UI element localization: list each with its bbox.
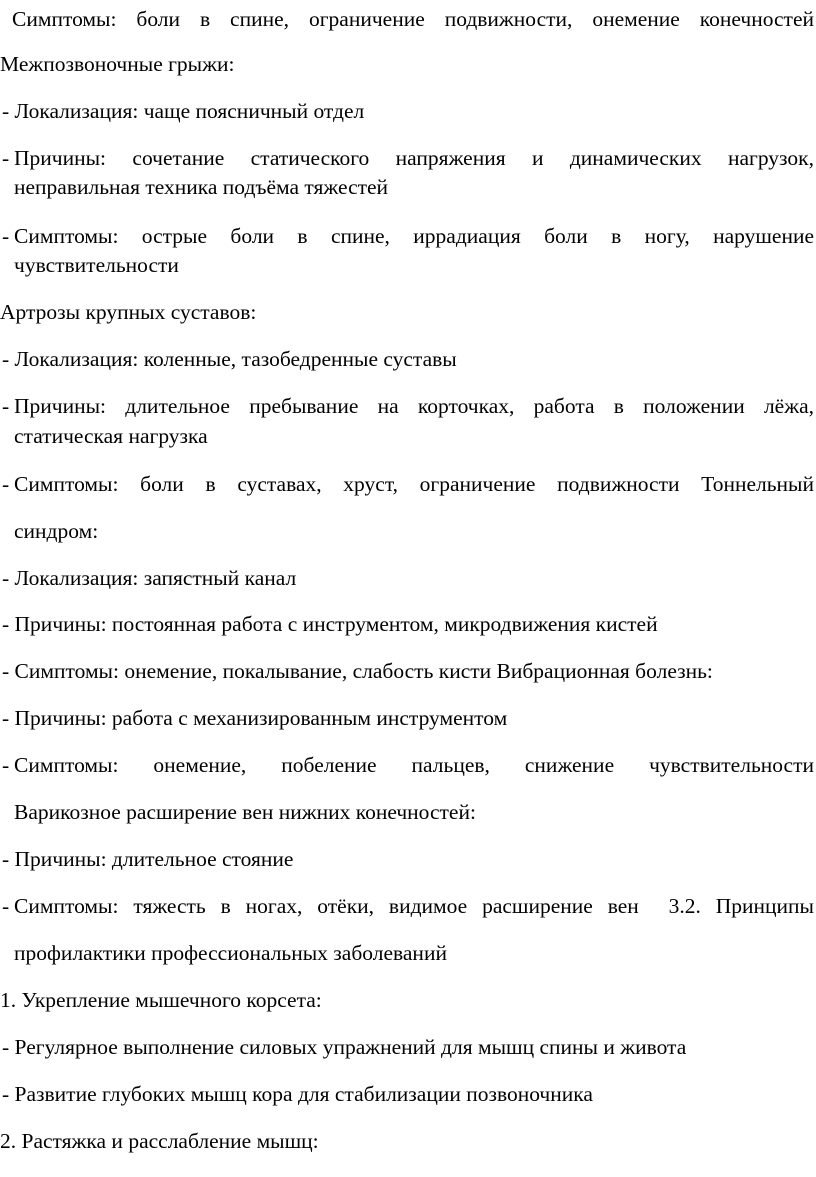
list-dash: -	[2, 224, 10, 248]
list-item-continuation: профилактики профессиональных заболеваний	[14, 941, 447, 965]
list-dash: -	[2, 394, 10, 418]
list-dash: -	[2, 146, 10, 170]
list-item: - Симптомы: онемение, покалывание, слабость кисти Вибрационная болезнь:	[2, 659, 713, 683]
list-item: - Развитие глубоких мышц кора для стабилизации позвоночника	[2, 1082, 593, 1106]
list-item-continuation: чувствительности	[14, 253, 179, 277]
list-item: Причины: длительное пребывание на корточках, работа в положении лёжа,	[14, 394, 814, 418]
text-line: Симптомы: боли в спине, ограничение подвижности, онемение конечностей	[12, 7, 814, 31]
list-item: - Локализация: чаще поясничный отдел	[2, 99, 365, 123]
list-item: - Причины: длительное стояние	[2, 847, 294, 871]
list-item: Причины: сочетание статического напряжения и динамических нагрузок,	[14, 146, 814, 170]
list-item: Симптомы: тяжесть в ногах, отёки, видимое расширение вен 3.2. Принципы	[14, 894, 814, 918]
section-heading: Артрозы крупных суставов:	[0, 300, 257, 324]
list-item-continuation: статическая нагрузка	[14, 424, 208, 448]
section-heading: Межпозвоночные грыжи:	[0, 52, 235, 76]
list-item-continuation: синдром:	[14, 519, 99, 543]
list-item-continuation: неправильная техника подъёма тяжестей	[14, 175, 389, 199]
list-dash: -	[2, 894, 10, 918]
list-dash: -	[2, 753, 10, 777]
list-item: Симптомы: боли в суставах, хруст, ограничение подвижности Тоннельный	[14, 472, 814, 496]
list-item: - Регулярное выполнение силовых упражнений для мышц спины и живота	[2, 1035, 687, 1059]
list-item: Симптомы: онемение, побеление пальцев, снижение чувствительности	[14, 753, 814, 777]
list-item-continuation: Варикозное расширение вен нижних конечностей:	[14, 800, 476, 824]
list-item: - Локализация: коленные, тазобедренные суставы	[2, 347, 457, 371]
list-item: Симптомы: острые боли в спине, иррадиация боли в ногу, нарушение	[14, 224, 814, 248]
numbered-heading: 1. Укрепление мышечного корсета:	[0, 988, 322, 1012]
numbered-heading: 2. Растяжка и расслабление мышц:	[0, 1129, 319, 1153]
list-item: - Локализация: запястный канал	[2, 566, 297, 590]
list-dash: -	[2, 472, 10, 496]
list-item: - Причины: работа с механизированным инструментом	[2, 706, 508, 730]
list-item: - Причины: постоянная работа с инструментом, микродвижения кистей	[2, 612, 658, 636]
